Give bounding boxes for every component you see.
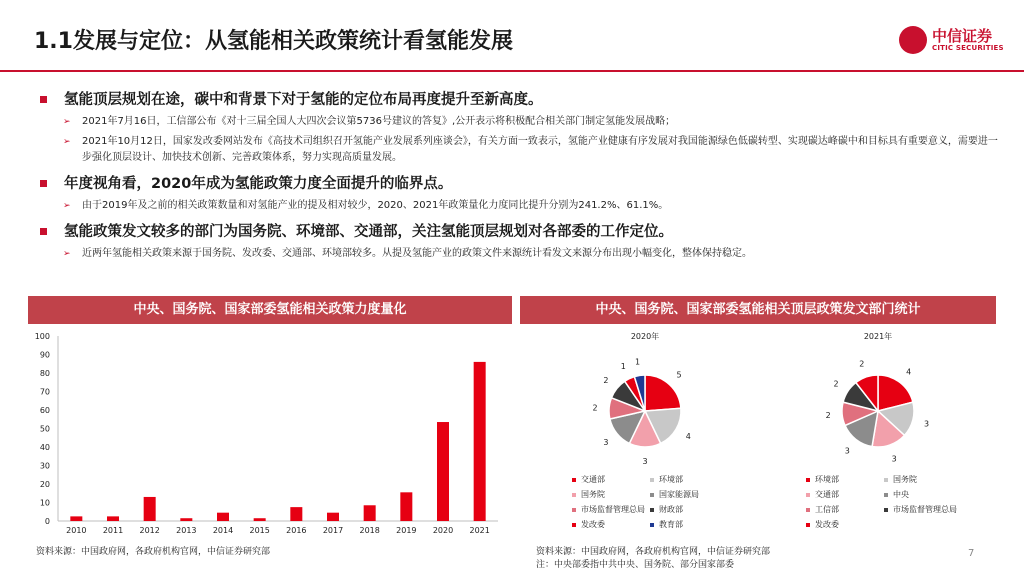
legend-item bbox=[806, 474, 839, 485]
pie-data-label: 2 bbox=[833, 379, 839, 389]
legend-label: 教育部 bbox=[659, 520, 683, 529]
bar-2010 bbox=[70, 516, 82, 521]
pie-data-label: 2 bbox=[859, 359, 865, 369]
bar-2011 bbox=[107, 516, 119, 521]
bullet-1: 氢能顶层规划在途，碳中和背景下对于氢能的定位布局再度提升至新高度。 bbox=[40, 90, 1000, 110]
legend-item bbox=[884, 474, 917, 485]
pie-slice-交通部 bbox=[645, 375, 681, 411]
pie-data-label: 4 bbox=[906, 367, 912, 377]
x-tick-label: 2020 bbox=[432, 526, 454, 535]
legend-2021 bbox=[806, 474, 1006, 534]
left-chart-title: 中央、国务院、国家部委氢能相关政策力度量化 bbox=[28, 296, 512, 324]
legend-2020 bbox=[572, 474, 772, 534]
source-right bbox=[536, 546, 770, 572]
x-tick-label: 2017 bbox=[322, 526, 344, 535]
bar-2018 bbox=[364, 505, 376, 521]
y-tick-label: 50 bbox=[39, 424, 50, 434]
legend-item bbox=[572, 519, 605, 530]
pie-data-label: 2 bbox=[592, 403, 598, 413]
legend-swatch bbox=[572, 508, 576, 512]
arrow-icon: ➢ bbox=[63, 137, 71, 147]
legend-item bbox=[650, 474, 683, 485]
x-tick-label: 2014 bbox=[212, 526, 234, 535]
y-tick-label: 60 bbox=[39, 406, 50, 415]
bar-2020 bbox=[437, 422, 449, 521]
legend-label: 财政部 bbox=[659, 505, 683, 514]
pie-title: 2021年 bbox=[863, 332, 893, 341]
citic-logo bbox=[899, 24, 1004, 58]
bar-2012 bbox=[144, 497, 156, 521]
legend-item bbox=[650, 504, 683, 515]
legend-label: 国务院 bbox=[893, 475, 917, 484]
pie-data-label: 3 bbox=[844, 446, 850, 456]
logo-en-text: CITIC SECURITIES bbox=[932, 44, 1004, 52]
legend-label: 国家能源局 bbox=[659, 490, 699, 499]
source-right-note: 注：中央部委指中共中央、国务院、部分国家部委 bbox=[536, 560, 735, 570]
y-tick-label: 90 bbox=[39, 350, 50, 360]
pie-title: 2020年 bbox=[630, 332, 660, 341]
y-tick-label: 100 bbox=[34, 332, 50, 341]
pie-data-label: 3 bbox=[642, 457, 648, 466]
legend-item bbox=[884, 504, 957, 515]
pie-data-label: 3 bbox=[603, 438, 609, 448]
legend-swatch bbox=[572, 478, 576, 482]
source-left: 资料来源：中国政府网，各政府机构官网，中信证券研究部 bbox=[36, 547, 271, 557]
bar-2015 bbox=[254, 518, 266, 521]
y-tick-label: 80 bbox=[39, 369, 50, 378]
bar-2021 bbox=[474, 362, 486, 521]
x-tick-label: 2019 bbox=[396, 526, 417, 535]
bullet-3-sub-1: ➢ 近两年氢能相关政策来源于国务院、发改委、交通部、环境部较多。从提及氢能产业的政策文件来源统计看发文来源分布出现小幅变化，整体保持稳定。 bbox=[40, 246, 1000, 262]
legend-item bbox=[572, 489, 605, 500]
bullet-2-sub-1: ➢ 由于2019年及之前的相关政策数量和对氢能产业的提及相对较少，2020、2021年政策量化力度同比提升分别为241.2%、61.1%。 bbox=[40, 198, 1000, 214]
legend-label: 市场监督管理总局 bbox=[893, 505, 957, 514]
legend-label: 发改委 bbox=[815, 520, 839, 529]
legend-swatch bbox=[572, 523, 576, 527]
x-tick-label: 2011 bbox=[102, 526, 124, 535]
bullet-2: 年度视角看，2020年成为氢能政策力度全面提升的临界点。 bbox=[40, 174, 1000, 194]
y-tick-label: 0 bbox=[44, 517, 50, 526]
bar-2016 bbox=[290, 507, 302, 521]
legend-label: 交通部 bbox=[815, 490, 839, 499]
legend-swatch bbox=[650, 478, 654, 482]
legend-swatch bbox=[572, 493, 576, 497]
x-tick-label: 2021 bbox=[469, 526, 490, 535]
pie-data-label: 2 bbox=[603, 375, 609, 385]
bar-chart bbox=[28, 328, 512, 538]
pie-data-label: 3 bbox=[923, 419, 930, 429]
bullet-1-sub-1: ➢ 2021年7月16日，工信部公布《对十三届全国人大四次会议第5736号建议的答复》,公开表示将积极配合相关部门制定氢能发展战略； bbox=[40, 114, 1000, 130]
page-title: 1.1发展与定位：从氢能相关政策统计看氢能发展 bbox=[34, 29, 513, 54]
pie-data-label: 1 bbox=[620, 362, 626, 371]
y-tick-label: 30 bbox=[39, 461, 50, 471]
x-tick-label: 2012 bbox=[139, 526, 160, 535]
pie-data-label: 1 bbox=[634, 357, 641, 367]
legend-swatch bbox=[806, 493, 810, 497]
legend-item bbox=[572, 474, 605, 485]
arrow-icon: ➢ bbox=[63, 117, 71, 127]
legend-item bbox=[806, 504, 839, 515]
legend-item bbox=[884, 489, 909, 500]
legend-item bbox=[650, 489, 699, 500]
x-tick-label: 2013 bbox=[176, 526, 197, 535]
legend-label: 环境部 bbox=[659, 475, 683, 484]
arrow-icon: ➢ bbox=[63, 249, 71, 259]
source-right-line-1: 资料来源：中国政府网，各政府机构官网，中信证券研究部 bbox=[536, 547, 771, 557]
y-tick-label: 10 bbox=[39, 498, 50, 508]
legend-swatch bbox=[806, 508, 810, 512]
legend-item bbox=[650, 519, 683, 530]
bar-2014 bbox=[217, 513, 229, 521]
x-tick-label: 2018 bbox=[359, 526, 380, 535]
legend-item bbox=[572, 504, 645, 515]
legend-swatch bbox=[806, 523, 810, 527]
citic-logo-icon bbox=[899, 26, 927, 54]
legend-item bbox=[806, 489, 839, 500]
y-tick-label: 20 bbox=[39, 480, 50, 489]
pie-data-label: 2 bbox=[825, 411, 831, 421]
legend-label: 交通部 bbox=[581, 475, 605, 484]
legend-label: 环境部 bbox=[815, 475, 839, 484]
pie-data-label: 3 bbox=[891, 454, 897, 464]
arrow-icon: ➢ bbox=[63, 201, 71, 211]
legend-swatch bbox=[884, 508, 888, 512]
legend-swatch bbox=[650, 508, 654, 512]
legend-swatch bbox=[884, 493, 888, 497]
legend-swatch bbox=[650, 523, 654, 527]
pie-data-label: 5 bbox=[676, 370, 682, 380]
x-tick-label: 2016 bbox=[286, 526, 307, 535]
right-chart-title: 中央、国务院、国家部委氢能相关顶层政策发文部门统计 bbox=[520, 296, 996, 324]
legend-label: 国务院 bbox=[581, 490, 605, 499]
x-tick-label: 2015 bbox=[249, 526, 270, 535]
bar-2017 bbox=[327, 513, 339, 521]
legend-item bbox=[806, 519, 839, 530]
legend-label: 发改委 bbox=[581, 520, 605, 529]
legend-swatch bbox=[806, 478, 810, 482]
page-number: 7 bbox=[968, 548, 975, 559]
legend-label: 中央 bbox=[893, 490, 909, 499]
bullet-list bbox=[40, 88, 1000, 262]
bar-2013 bbox=[180, 518, 192, 521]
y-tick-label: 40 bbox=[39, 443, 50, 452]
pie-chart-2021 bbox=[798, 328, 958, 468]
bullet-3: 氢能政策发文较多的部门为国务院、环境部、交通部，关注氢能顶层规划对各部委的工作定位。 bbox=[40, 222, 1000, 242]
legend-label: 市场监督管理总局 bbox=[581, 505, 645, 514]
title-divider bbox=[0, 70, 1024, 72]
legend-swatch bbox=[650, 493, 654, 497]
bullet-1-sub-2: ➢ 2021年10月12日，国家发改委网站发布《高技术司组织召开氢能产业发展系列座谈会》，有关方面一致表示，氢能产业健康有序发展对我国能源绿色低碳转型、实现碳达峰碳中和目标具有重要意义，需要进一步强化顶层设计、加快技术创新、完善政策体系，努力实现高质量发展。 bbox=[63, 136, 998, 163]
legend-swatch bbox=[884, 478, 888, 482]
pie-chart-2020 bbox=[565, 328, 725, 468]
legend-label: 工信部 bbox=[815, 505, 839, 514]
pie-data-label: 4 bbox=[685, 432, 691, 441]
logo-cn-text: 中信证券 bbox=[932, 27, 993, 45]
y-tick-label: 70 bbox=[39, 387, 50, 397]
bar-2019 bbox=[400, 492, 412, 521]
x-tick-label: 2010 bbox=[66, 526, 87, 535]
